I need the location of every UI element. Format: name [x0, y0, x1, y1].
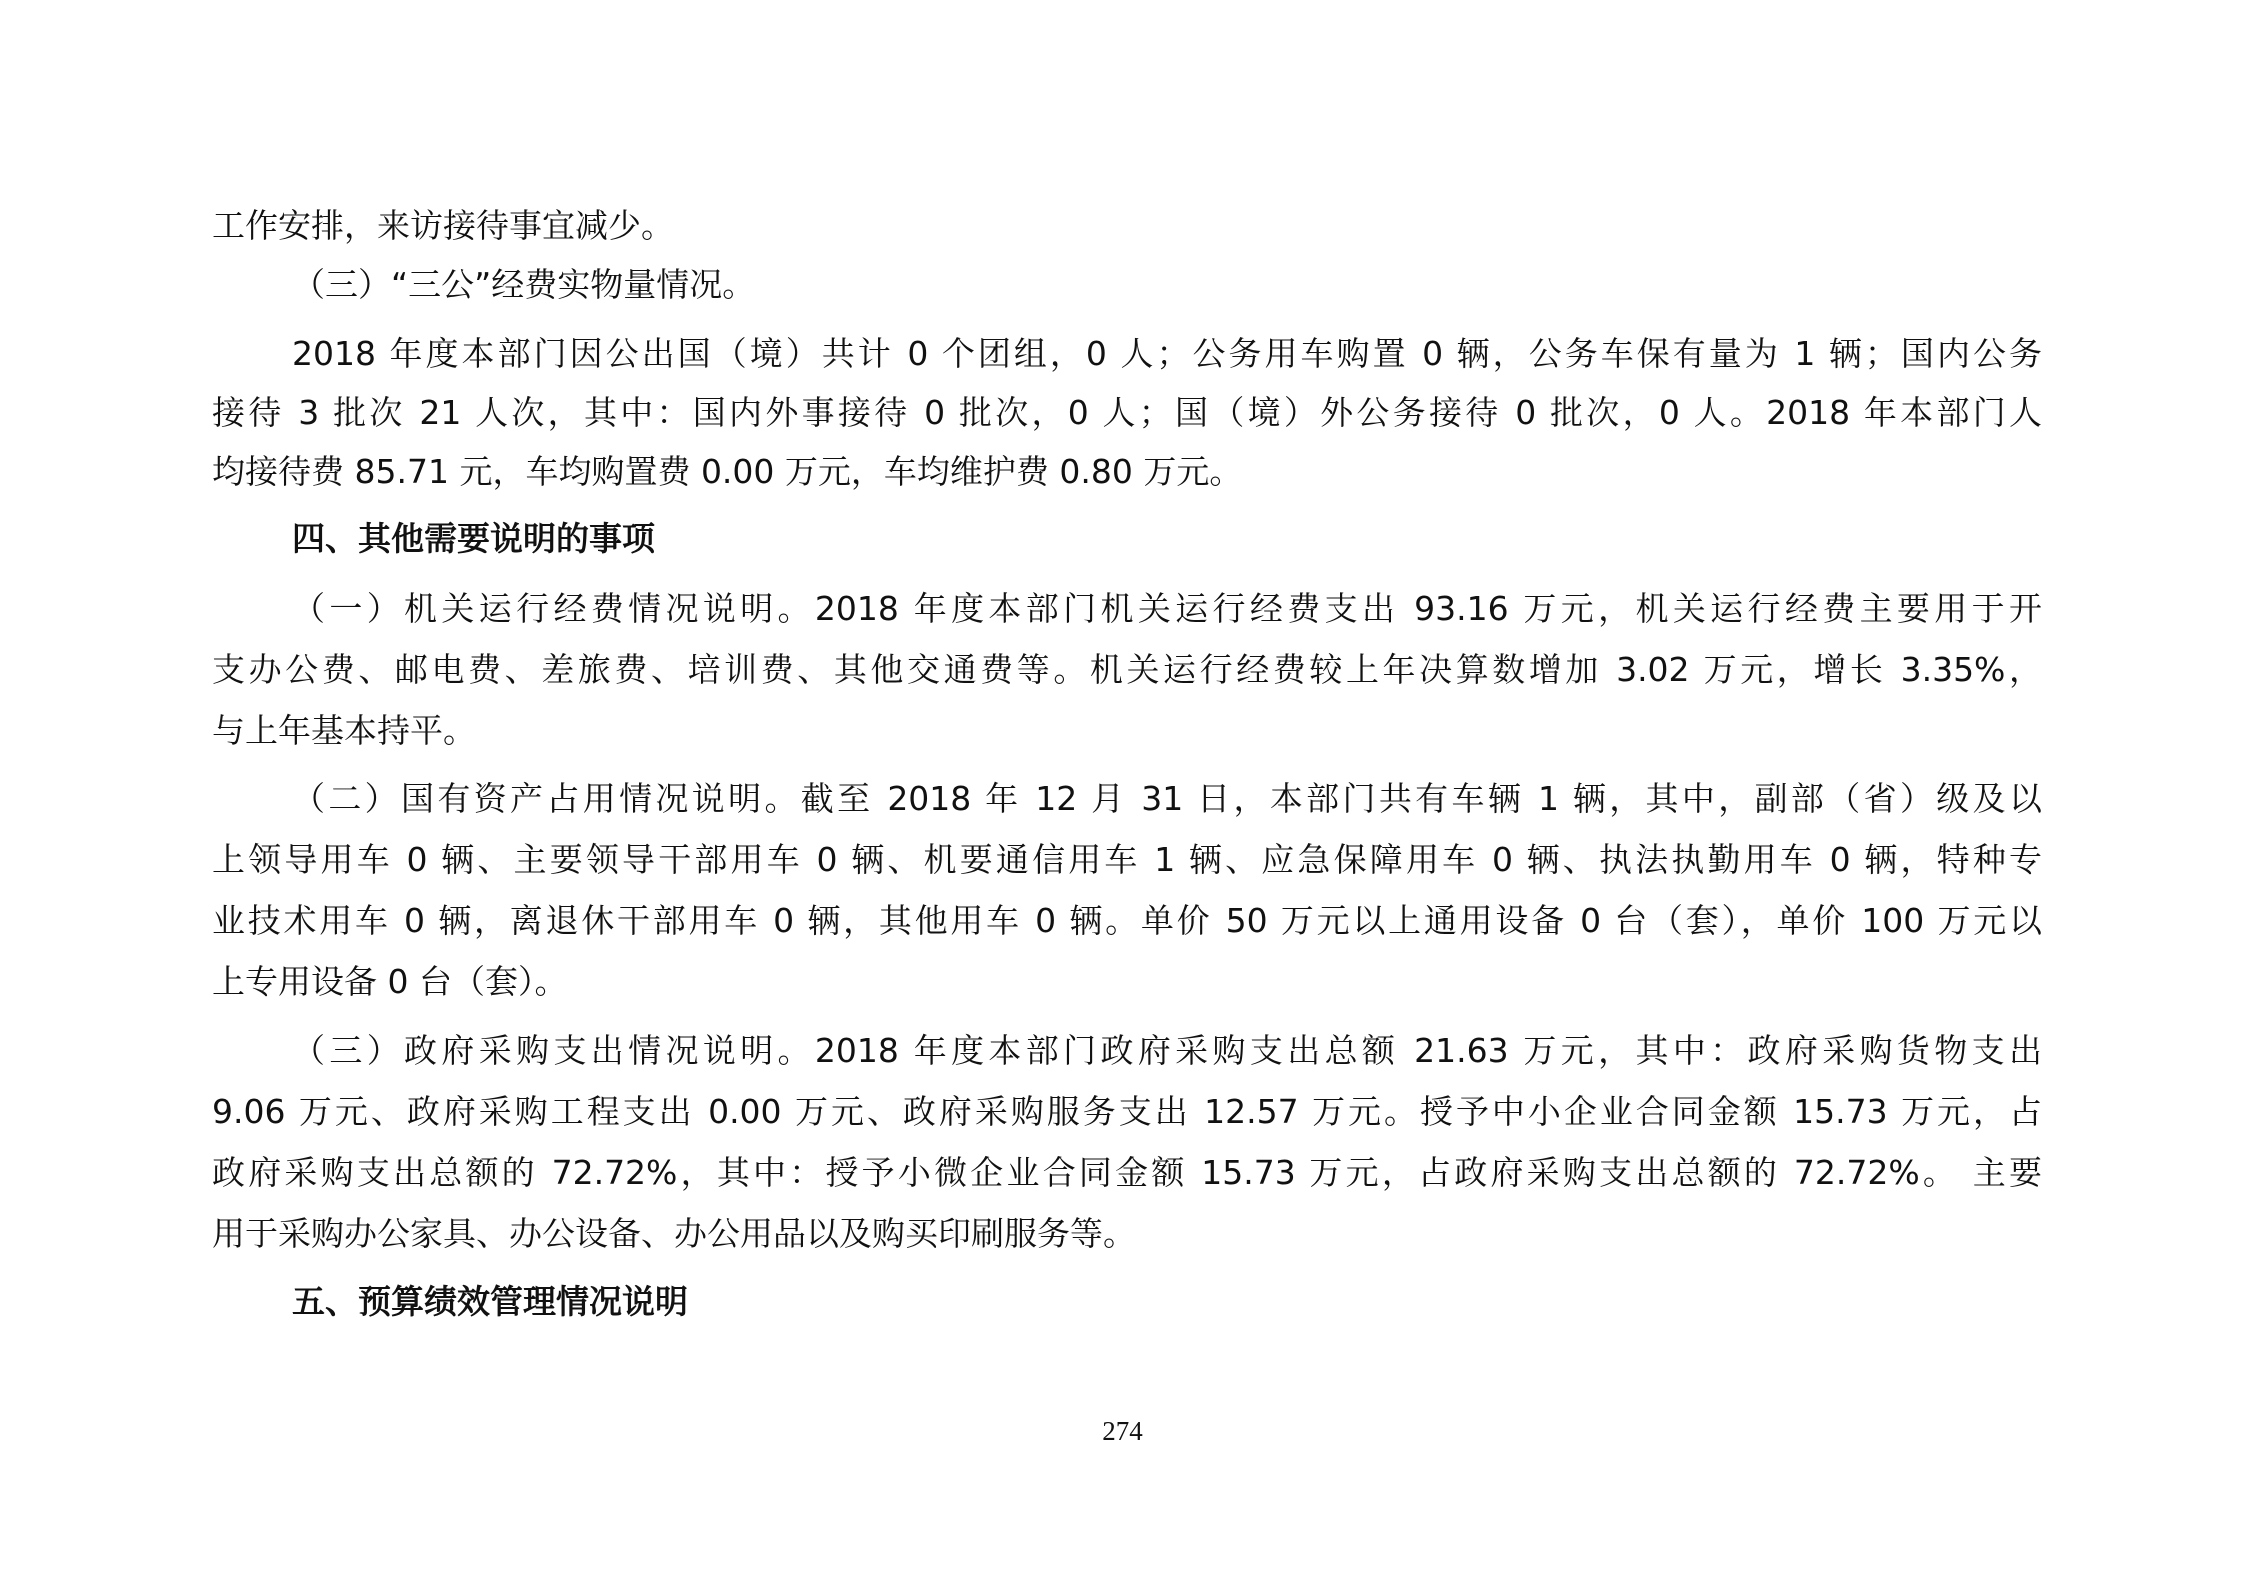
- paragraph-line: 政府采购支出总额的 72.72%，其中：授予小微企业合同金额 15.73 万元，占政府采购支出总额的 72.72%。 主要: [212, 1153, 2042, 1192]
- paragraph-line: 业技术用车 0 辆，离退休干部用车 0 辆，其他用车 0 辆。单价 50 万元以上通用设备 0 台（套），单价 100 万元以: [212, 901, 2042, 940]
- paragraph-line: 9.06 万元、政府采购工程支出 0.00 万元、政府采购服务支出 12.57 万元。授予中小企业合同金额 15.73 万元，占: [212, 1092, 2042, 1131]
- paragraph-line: 上专用设备 0 台（套）。: [212, 962, 568, 1001]
- paragraph-line: （二）国有资产占用情况说明。截至 2018 年 12 月 31 日，本部门共有车辆 1 辆，其中，副部（省）级及以: [292, 779, 2042, 818]
- paragraph-line: 与上年基本持平。: [212, 711, 476, 750]
- subsection-heading: （三）“三公”经费实物量情况。: [292, 265, 756, 304]
- paragraph-line: （三）政府采购支出情况说明。2018 年度本部门政府采购支出总额 21.63 万元，其中：政府采购货物支出: [292, 1031, 2042, 1070]
- page-number: 274: [1102, 1416, 1143, 1446]
- paragraph-line: 2018 年度本部门因公出国（境）共计 0 个团组，0 人；公务用车购置 0 辆，公务车保有量为 1 辆；国内公务: [292, 334, 2042, 373]
- paragraph-line: （一）机关运行经费情况说明。2018 年度本部门机关运行经费支出 93.16 万元，机关运行经费主要用于开: [292, 589, 2042, 628]
- section-heading: 四、其他需要说明的事项: [292, 519, 655, 558]
- paragraph-line: 用于采购办公家具、办公设备、办公用品以及购买印刷服务等。: [212, 1214, 1136, 1253]
- paragraph-line: 支办公费、邮电费、差旅费、培训费、其他交通费等。机关运行经费较上年决算数增加 3.02 万元，增长 3.35%，: [212, 650, 2042, 689]
- paragraph-line: 均接待费 85.71 元，车均购置费 0.00 万元，车均维护费 0.80 万元。: [212, 452, 1243, 491]
- paragraph-line: 工作安排，来访接待事宜减少。: [212, 206, 674, 245]
- section-heading: 五、预算绩效管理情况说明: [292, 1282, 688, 1321]
- paragraph-line: 上领导用车 0 辆、主要领导干部用车 0 辆、机要通信用车 1 辆、应急保障用车 0 辆、执法执勤用车 0 辆，特种专: [212, 840, 2042, 879]
- paragraph-line: 接待 3 批次 21 人次，其中：国内外事接待 0 批次，0 人；国（境）外公务接待 0 批次，0 人。2018 年本部门人: [212, 393, 2042, 432]
